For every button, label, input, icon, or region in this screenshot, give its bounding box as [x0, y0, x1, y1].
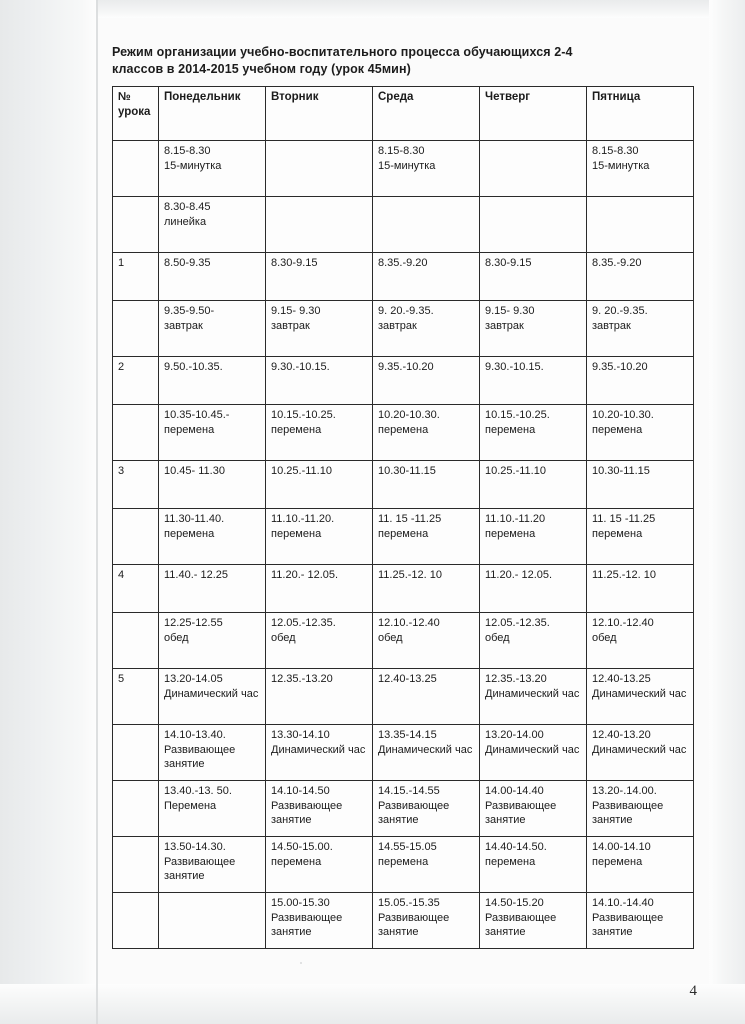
schedule-cell: [159, 725, 266, 781]
schedule-cell-line: Развивающее занятие: [378, 911, 450, 938]
lesson-number-cell: [113, 197, 159, 253]
lesson-number-cell: [113, 141, 159, 197]
scan-edge-top: [0, 0, 745, 18]
schedule-cell-line: перемена: [271, 527, 322, 540]
schedule-cell: [587, 837, 694, 893]
schedule-cell-line: Развивающее занятие: [164, 743, 236, 770]
schedule-cell-line: 13.20-14.00: [485, 729, 544, 741]
schedule-cell-line: 9.35.-10.20: [378, 361, 434, 373]
schedule-cell-line: Развивающее занятие: [164, 855, 236, 882]
schedule-cell-line: 12.25-12.55: [164, 617, 223, 629]
schedule-cell: [266, 357, 373, 405]
schedule-cell: [159, 781, 266, 837]
schedule-cell-line: Динамический час: [592, 687, 687, 700]
schedule-cell-line: 13.35-14.15: [378, 729, 437, 741]
page-title: [112, 44, 698, 78]
schedule-cell: [480, 253, 587, 301]
schedule-cell: [266, 837, 373, 893]
schedule-cell: [159, 357, 266, 405]
schedule-cell-line: 14.00-14.10: [592, 841, 651, 853]
table-row: [113, 669, 694, 725]
schedule-cell: [159, 141, 266, 197]
schedule-cell: [266, 461, 373, 509]
schedule-cell-line: 9.50.-10.35.: [164, 361, 223, 373]
schedule-cell-line: 14.15.-14.55: [378, 785, 440, 797]
schedule-cell-line: обед: [592, 631, 617, 644]
schedule-cell: [373, 781, 480, 837]
schedule-cell: [159, 613, 266, 669]
schedule-cell-line: перемена: [485, 527, 536, 540]
schedule-cell: [266, 781, 373, 837]
schedule-cell-line: Динамический час: [271, 743, 366, 756]
schedule-cell: [587, 141, 694, 197]
schedule-cell: [159, 197, 266, 253]
scan-fold-line: [96, 0, 98, 1024]
lesson-number-cell: 4: [113, 565, 159, 613]
schedule-cell-line: 12.40-13.25: [592, 673, 651, 685]
schedule-cell: [159, 253, 266, 301]
column-header-tuesday: Вторник: [266, 87, 373, 141]
schedule-cell: [587, 301, 694, 357]
schedule-cell-line: Развивающее занятие: [485, 799, 557, 826]
schedule-cell-line: 8.30-8.45: [164, 201, 211, 213]
table-row: [113, 197, 694, 253]
schedule-cell-line: 12.10.-12.40: [592, 617, 654, 629]
schedule-cell: [587, 461, 694, 509]
schedule-cell: [373, 197, 480, 253]
table-row: [113, 253, 694, 301]
schedule-cell-line: перемена: [592, 423, 643, 436]
schedule-cell: [587, 509, 694, 565]
schedule-cell: [373, 725, 480, 781]
schedule-cell-line: 12.35.-13.20: [271, 673, 333, 685]
table-header-row: [113, 87, 694, 141]
schedule-cell-line: 14.50-15.00.: [271, 841, 333, 853]
schedule-cell-line: 10.45- 11.30: [164, 465, 225, 477]
table-row: [113, 141, 694, 197]
lesson-number-cell: [113, 893, 159, 949]
schedule-cell-line: 8.15-8.30: [378, 145, 425, 157]
schedule-cell: [480, 669, 587, 725]
schedule-cell-line: обед: [164, 631, 189, 644]
schedule-cell-line: 9.30.-10.15.: [271, 361, 330, 373]
schedule-cell: [266, 613, 373, 669]
schedule-cell-line: завтрак: [592, 319, 631, 332]
schedule-cell-line: 11.20.- 12.05.: [485, 569, 553, 581]
schedule-cell: [373, 253, 480, 301]
schedule-cell-line: 12.10.-12.40: [378, 617, 440, 629]
schedule-cell-line: 8.30-9.15: [485, 257, 532, 269]
schedule-cell-line: Развивающее занятие: [485, 911, 557, 938]
lesson-number-cell: 1: [113, 253, 159, 301]
schedule-cell-line: 9.35.-10.20: [592, 361, 648, 373]
schedule-cell-line: перемена: [485, 855, 536, 868]
schedule-cell-line: линейка: [164, 215, 207, 228]
table-row: [113, 565, 694, 613]
schedule-cell-line: 11.25.-12. 10: [592, 569, 657, 581]
schedule-cell-line: обед: [271, 631, 296, 644]
schedule-cell-line: 10.20-10.30.: [378, 409, 440, 421]
schedule-cell: [373, 509, 480, 565]
lesson-number-cell: [113, 405, 159, 461]
scan-edge-bottom: [0, 984, 745, 1024]
schedule-cell-line: 14.10.-14.40: [592, 897, 654, 909]
schedule-cell: [587, 405, 694, 461]
schedule-cell-line: 13.40.-13. 50.: [164, 785, 232, 797]
schedule-cell: [266, 565, 373, 613]
schedule-cell: [480, 893, 587, 949]
schedule-cell: [159, 301, 266, 357]
schedule-cell-line: 13.20-14.05: [164, 673, 223, 685]
schedule-cell: [159, 565, 266, 613]
schedule-cell-line: перемена: [164, 423, 215, 436]
table-row: [113, 405, 694, 461]
schedule-cell-line: перемена: [592, 855, 643, 868]
schedule-cell-line: перемена: [592, 527, 643, 540]
schedule-cell-line: Развивающее занятие: [592, 911, 664, 938]
schedule-cell-line: 10.25.-11.10: [271, 465, 332, 477]
schedule-cell: [159, 509, 266, 565]
schedule-cell: [373, 613, 480, 669]
lesson-number-cell: 3: [113, 461, 159, 509]
column-header-monday: Понедельник: [159, 87, 266, 141]
table-row: [113, 357, 694, 405]
schedule-cell-line: 12.05.-12.35.: [485, 617, 550, 629]
schedule-cell-line: 11.10.-11.20.: [271, 513, 335, 525]
scan-speck: [300, 962, 302, 964]
schedule-cell-line: 14.10-14.50: [271, 785, 330, 797]
schedule-cell-line: 8.30-9.15: [271, 257, 318, 269]
schedule-cell: [159, 461, 266, 509]
schedule-cell: [587, 357, 694, 405]
column-header-thursday: Четверг: [480, 87, 587, 141]
schedule-cell-line: перемена: [378, 527, 429, 540]
schedule-cell-line: завтрак: [485, 319, 524, 332]
schedule-cell-line: 15.00-15.30: [271, 897, 330, 909]
table-row: [113, 837, 694, 893]
schedule-cell-line: 12.40-13.25: [378, 673, 437, 685]
schedule-cell-line: перемена: [485, 423, 536, 436]
schedule-cell-line: 15.05.-15.35: [378, 897, 440, 909]
schedule-cell-line: 10.20-10.30.: [592, 409, 654, 421]
schedule-cell: [373, 669, 480, 725]
schedule-cell-line: 9.15- 9.30: [485, 305, 535, 317]
schedule-cell-line: 10.35-10.45.-: [164, 409, 230, 421]
schedule-cell-line: 11. 15 -11.25: [378, 513, 442, 525]
schedule-cell-line: Динамический час: [485, 743, 580, 756]
table-row: [113, 725, 694, 781]
table-header: [113, 87, 694, 141]
schedule-cell-line: перемена: [164, 527, 215, 540]
schedule-cell: [587, 893, 694, 949]
schedule-cell: [587, 197, 694, 253]
schedule-cell: [480, 725, 587, 781]
schedule-cell-line: 9.35-9.50-: [164, 305, 215, 317]
schedule-cell: [587, 565, 694, 613]
schedule-cell-line: 12.05.-12.35.: [271, 617, 336, 629]
lesson-number-cell: [113, 837, 159, 893]
schedule-cell-line: завтрак: [164, 319, 203, 332]
table-body: [113, 141, 694, 949]
schedule-cell-line: 11.30-11.40.: [164, 513, 225, 525]
schedule-cell-line: 14.50-15.20: [485, 897, 544, 909]
schedule-cell: [373, 893, 480, 949]
schedule-cell-line: Динамический час: [164, 687, 259, 700]
schedule-cell-line: 8.50-9.35: [164, 257, 211, 269]
column-header-wednesday: Среда: [373, 87, 480, 141]
schedule-cell-line: 11.25.-12. 10: [378, 569, 443, 581]
schedule-cell: [480, 837, 587, 893]
document-body: [112, 44, 698, 949]
schedule-cell: [266, 253, 373, 301]
schedule-cell-line: Перемена: [164, 799, 217, 812]
page-title-line-1: Режим организации учебно-воспитательного процесса обучающихся 2-4: [112, 45, 573, 59]
column-header-lesson-number: № урока: [113, 87, 159, 141]
schedule-cell-line: 14.00-14.40: [485, 785, 544, 797]
lesson-number-cell: [113, 301, 159, 357]
schedule-cell-line: Динамический час: [592, 743, 687, 756]
schedule-cell: [373, 357, 480, 405]
schedule-cell-line: 12.35.-13.20: [485, 673, 547, 685]
scan-edge-left: [0, 0, 96, 1024]
schedule-cell: [266, 405, 373, 461]
schedule-cell: [480, 141, 587, 197]
schedule-cell-line: 10.30-11.15: [378, 465, 436, 477]
schedule-cell-line: перемена: [271, 423, 322, 436]
schedule-cell: [480, 301, 587, 357]
schedule-cell: [587, 613, 694, 669]
schedule-cell-line: Развивающее занятие: [378, 799, 450, 826]
table-row: [113, 781, 694, 837]
schedule-cell-line: 9. 20.-9.35.: [592, 305, 648, 317]
schedule-cell: [159, 405, 266, 461]
schedule-cell-line: 15-минутка: [164, 159, 222, 172]
schedule-cell: [159, 669, 266, 725]
schedule-cell-line: 15-минутка: [592, 159, 650, 172]
schedule-cell: [373, 301, 480, 357]
schedule-cell-line: Развивающее занятие: [271, 799, 343, 826]
schedule-cell-line: 9.15- 9.30: [271, 305, 321, 317]
page-number: 4: [689, 983, 697, 999]
schedule-cell: [480, 781, 587, 837]
schedule-cell: [587, 669, 694, 725]
lesson-number-cell: [113, 725, 159, 781]
schedule-cell: [480, 565, 587, 613]
schedule-cell-line: 8.35.-9.20: [378, 257, 428, 269]
schedule-cell-line: 13.30-14.10: [271, 729, 330, 741]
schedule-cell: [373, 405, 480, 461]
schedule-cell-line: 10.15.-10.25.: [271, 409, 336, 421]
schedule-cell-line: 14.10-13.40.: [164, 729, 226, 741]
schedule-cell-line: 9. 20.-9.35.: [378, 305, 434, 317]
schedule-cell-line: 14.40-14.50.: [485, 841, 547, 853]
schedule-cell: [159, 893, 266, 949]
schedule-cell-line: 11.10.-11.20: [485, 513, 546, 525]
table-row: [113, 613, 694, 669]
schedule-cell-line: 8.15-8.30: [592, 145, 639, 157]
schedule-cell-line: 10.30-11.15: [592, 465, 650, 477]
column-header-friday: Пятница: [587, 87, 694, 141]
schedule-cell-line: 14.55-15.05: [378, 841, 437, 853]
schedule-cell-line: перемена: [378, 423, 429, 436]
schedule-cell-line: 11.40.- 12.25: [164, 569, 229, 581]
schedule-table: [112, 86, 694, 949]
schedule-cell-line: 12.40-13.20: [592, 729, 651, 741]
schedule-cell: [266, 197, 373, 253]
schedule-cell-line: 10.25.-11.10: [485, 465, 546, 477]
schedule-cell: [266, 509, 373, 565]
schedule-cell: [266, 141, 373, 197]
table-row: [113, 509, 694, 565]
schedule-cell-line: Развивающее занятие: [271, 911, 343, 938]
schedule-cell: [480, 405, 587, 461]
schedule-cell: [159, 837, 266, 893]
schedule-cell-line: 9.30.-10.15.: [485, 361, 544, 373]
schedule-cell: [373, 837, 480, 893]
schedule-cell-line: 11.20.- 12.05.: [271, 569, 339, 581]
schedule-cell: [587, 253, 694, 301]
schedule-cell: [266, 893, 373, 949]
schedule-cell-line: 8.35.-9.20: [592, 257, 642, 269]
schedule-cell-line: 13.50-14.30.: [164, 841, 226, 853]
lesson-number-cell: [113, 613, 159, 669]
schedule-cell-line: Динамический час: [378, 743, 473, 756]
table-row: [113, 893, 694, 949]
schedule-cell-line: 11. 15 -11.25: [592, 513, 656, 525]
lesson-number-cell: [113, 781, 159, 837]
schedule-cell: [266, 725, 373, 781]
schedule-cell-line: Динамический час: [485, 687, 580, 700]
table-row: [113, 301, 694, 357]
schedule-cell-line: Развивающее занятие: [592, 799, 664, 826]
schedule-cell-line: 10.15.-10.25.: [485, 409, 550, 421]
table-row: [113, 461, 694, 509]
schedule-cell: [480, 357, 587, 405]
schedule-cell-line: завтрак: [378, 319, 417, 332]
schedule-cell: [266, 301, 373, 357]
schedule-cell: [587, 781, 694, 837]
page-title-line-2: классов в 2014-2015 учебном году (урок 45мин): [112, 62, 411, 76]
schedule-cell-line: перемена: [378, 855, 429, 868]
schedule-cell-line: перемена: [271, 855, 322, 868]
schedule-cell-line: обед: [485, 631, 510, 644]
schedule-cell-line: 8.15-8.30: [164, 145, 211, 157]
schedule-cell: [480, 461, 587, 509]
schedule-cell-line: обед: [378, 631, 403, 644]
schedule-cell-line: 15-минутка: [378, 159, 436, 172]
schedule-cell-line: 13.20-.14.00.: [592, 785, 657, 797]
schedule-cell: [266, 669, 373, 725]
schedule-cell: [587, 725, 694, 781]
scan-edge-right: [709, 0, 745, 1024]
schedule-cell-line: завтрак: [271, 319, 310, 332]
schedule-cell: [480, 197, 587, 253]
lesson-number-cell: 5: [113, 669, 159, 725]
schedule-cell: [373, 141, 480, 197]
schedule-cell: [373, 565, 480, 613]
schedule-cell: [480, 613, 587, 669]
schedule-cell: [480, 509, 587, 565]
lesson-number-cell: [113, 509, 159, 565]
schedule-cell: [373, 461, 480, 509]
lesson-number-cell: 2: [113, 357, 159, 405]
